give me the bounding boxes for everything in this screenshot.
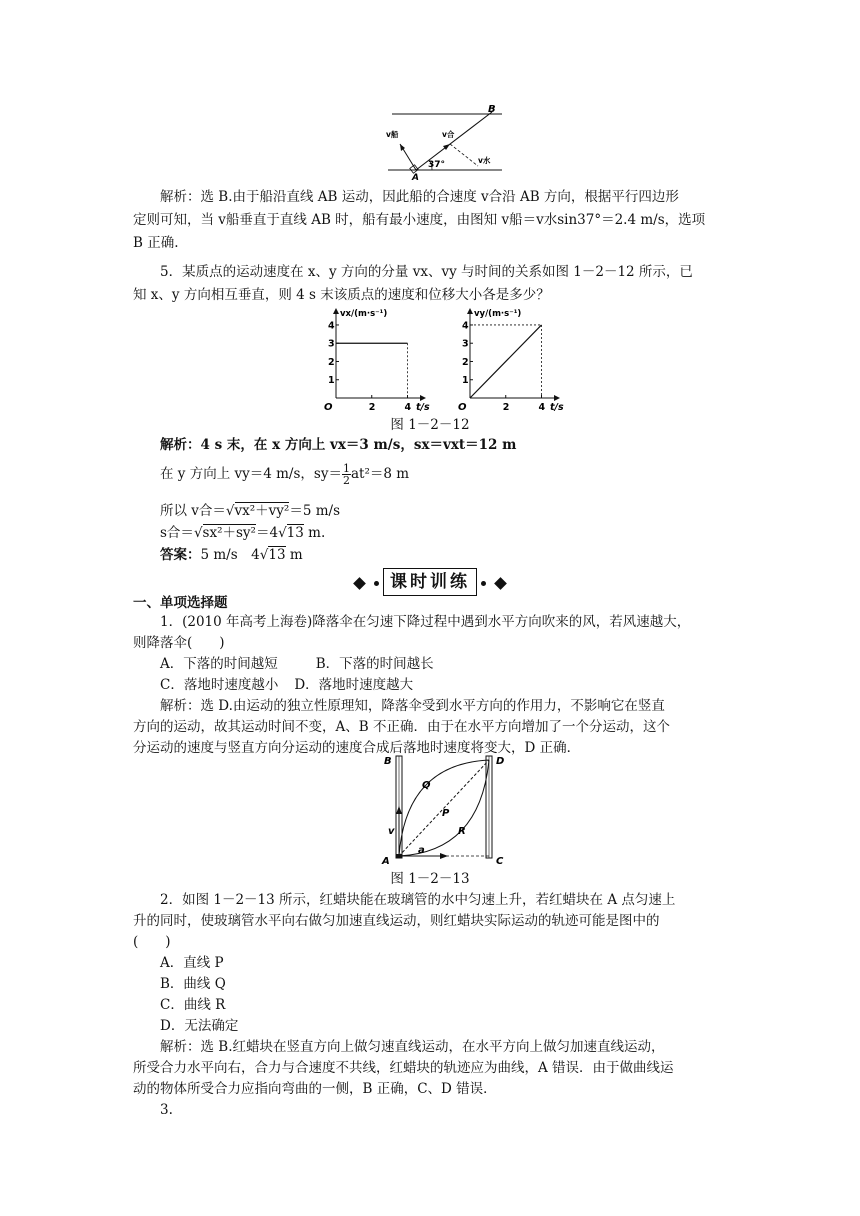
vwater-dashed — [450, 144, 478, 166]
line3-a: 所以 v合＝ — [160, 503, 226, 519]
boat-figure — [380, 104, 510, 180]
q4-analysis-line2: 定则可知，当 v船垂直于直线 AB 时，船有最小速度，由图知 v船＝v水sin37°＝2.4 m/s，选项 — [133, 212, 706, 228]
q1-analysis-line2: 方向的运动，故其运动时间不变，A、B 不正确．由于在水平方向增加了一个分运动，这个 — [133, 719, 670, 735]
q4-analysis-line3: B 正确. — [133, 235, 179, 251]
q5-solution-line4 — [160, 523, 760, 544]
glass-tube-figure — [376, 752, 516, 868]
y-axis-label: vy/(m·s⁻¹) — [474, 309, 522, 319]
diamond-icon — [353, 577, 366, 590]
q2-line1: 2．如图 1－2－13 所示，红蜡块能在玻璃管的水中匀速上升，若红蜡块在 A 点匀速上 — [160, 892, 676, 908]
q1-option-a: A．下落的时间越短 — [160, 656, 278, 672]
label-d: D — [496, 756, 505, 767]
q5-answer-line — [160, 545, 760, 566]
sqrt-sign: √ — [259, 547, 269, 563]
q2-option-c: C．曲线 R — [160, 997, 226, 1013]
q5-line2: 知 x、y 方向相互垂直，则 4 s 末该质点的速度和位移大小各是多少？ — [133, 287, 550, 303]
frac-den: 2 — [342, 474, 350, 487]
line4-c: m. — [303, 525, 326, 541]
label-vboat: v船 — [386, 130, 399, 139]
q4-analysis-line1: 解析：选 B.由于船沿直线 AB 运动，因此船的合速度 v合沿 AB 方向，根据平行四边形 — [160, 189, 679, 205]
dot-icon — [374, 581, 379, 586]
label-b: B — [488, 104, 496, 115]
q2-line3: ( ) — [133, 934, 171, 950]
q2-option-b: B．曲线 Q — [160, 976, 226, 992]
y-tick-label: 3 — [462, 338, 469, 350]
q1-option-d: D．落地时速度越大 — [294, 677, 414, 693]
line4-rad: sx²＋sy² — [202, 525, 256, 541]
series-line — [470, 325, 541, 398]
q2-option-d: D．无法确定 — [160, 1018, 239, 1034]
q2-option-a: A．直线 P — [160, 955, 224, 971]
answer-rad: 13 — [268, 547, 286, 563]
line3-rad: vx²＋vy² — [234, 503, 290, 519]
x-tick-label: 4 — [538, 402, 546, 413]
origin-label: O — [458, 402, 467, 413]
q1-line1: 1．(2010 年高考上海卷)降落伞在匀速下降过程中遇到水平方向吹来的风，若风速越大， — [160, 614, 691, 630]
q1-line2: 则降落伞( ) — [133, 635, 225, 651]
q5-solution-line3 — [160, 501, 760, 522]
line4-b: ＝4 — [255, 525, 279, 541]
label-angle: 37° — [428, 160, 446, 170]
x-axis-arrow — [420, 395, 426, 401]
q1-analysis-line1: 解析：选 D.由运动的独立性原理知，降落伞受到水平方向的作用力，不影响它在竖直 — [160, 698, 665, 714]
vx-chart — [318, 306, 430, 416]
section-title: 一、单项选择题 — [133, 595, 228, 611]
label-r: R — [458, 826, 466, 837]
dot-icon — [481, 581, 486, 586]
answer-label: 答案： — [160, 547, 201, 563]
q1-options-ab — [160, 654, 760, 675]
answer-a: 5 m/s 4 — [200, 547, 260, 563]
line3-b: ＝5 m/s — [289, 503, 341, 519]
q3-number: 3. — [160, 1102, 173, 1118]
x-tick-label: 4 — [404, 402, 412, 413]
y-tick-label: 4 — [462, 320, 469, 332]
q2-analysis-line3: 动的物体所受合力应指向弯曲的一侧，B 正确，C、D 错误． — [133, 1081, 497, 1097]
label-a-point: A — [382, 856, 390, 867]
y-tick-label: 2 — [328, 356, 335, 368]
fig13-caption: 图 1－2－13 — [390, 871, 470, 887]
x-axis-label: t/s — [416, 402, 430, 413]
q5-solution-line2 — [160, 463, 760, 486]
sqrt-sign: √ — [278, 525, 287, 541]
y-tick-label: 2 — [462, 356, 469, 368]
label-v: v — [388, 826, 395, 837]
label-vresult: v合 — [442, 130, 455, 139]
section-banner — [0, 568, 860, 596]
line2-b: at²＝8 m — [350, 466, 410, 482]
x-axis-label: t/s — [550, 402, 564, 413]
label-a: A — [412, 173, 419, 180]
x-tick-label: 2 — [502, 402, 510, 413]
q1-analysis-line3: 分运动的速度与竖直方向分运动的速度合成后落地时速度将变大，D 正确． — [133, 740, 581, 756]
label-c: C — [496, 856, 504, 867]
y-axis-arrow — [333, 308, 339, 314]
q1-options-cd — [160, 675, 760, 696]
q2-line2: 升的同时，使玻璃管水平向右做匀加速直线运动，则红蜡块实际运动的轨迹可能是图中的 — [133, 913, 660, 929]
y-tick-label: 3 — [328, 338, 335, 350]
vy-chart — [452, 306, 564, 416]
label-b: B — [384, 756, 392, 767]
frac-num: 1 — [342, 462, 350, 475]
banner-title: 课时训练 — [383, 568, 477, 596]
y-axis-label: vx/(m·s⁻¹) — [340, 309, 388, 319]
q2-analysis-line2: 所受合力水平向右，合力与合速度不共线，红蜡块的轨迹应为曲线，A 错误．由于做曲线运 — [133, 1060, 674, 1076]
fig12-caption: 图 1－2－12 — [390, 417, 470, 433]
q1-option-b: B．下落的时间越长 — [315, 656, 434, 672]
sqrt-sign: √ — [225, 503, 235, 519]
label-q: Q — [422, 780, 431, 791]
q5-line1: 5．某质点的运动速度在 x、y 方向的分量 vx、vy 与时间的关系如图 1－2－12 所示，已 — [160, 264, 693, 280]
label-p: P — [442, 808, 450, 819]
y-tick-label: 1 — [328, 375, 335, 387]
y-tick-label: 4 — [328, 320, 335, 332]
line4-rad2: 13 — [286, 525, 304, 541]
q2-analysis-line1: 解析：选 B.红蜡块在竖直方向上做匀速直线运动，在水平方向上做匀加速直线运动， — [160, 1039, 665, 1055]
label-a-accel: a — [418, 845, 425, 856]
x-tick-label: 2 — [368, 402, 376, 413]
origin-label: O — [324, 402, 333, 413]
y-axis-arrow — [467, 308, 473, 314]
q5-solution-line1 — [160, 435, 760, 456]
diamond-icon — [494, 577, 507, 590]
label-vwater: v水 — [478, 156, 491, 165]
y-tick-label: 1 — [462, 375, 469, 387]
answer-b: m — [285, 547, 303, 563]
q1-option-c: C．落地时速度越小 — [160, 677, 279, 693]
x-axis-arrow — [554, 395, 560, 401]
sqrt-sign: √ — [193, 525, 203, 541]
line2-a: 在 y 方向上 vy＝4 m/s，sy＝ — [160, 466, 342, 482]
fraction — [342, 463, 351, 486]
line4-a: s合＝ — [160, 525, 194, 541]
analysis-label: 解析：4 s 末，在 x 方向上 vx＝3 m/s，sx＝vxt＝12 m — [160, 437, 517, 453]
